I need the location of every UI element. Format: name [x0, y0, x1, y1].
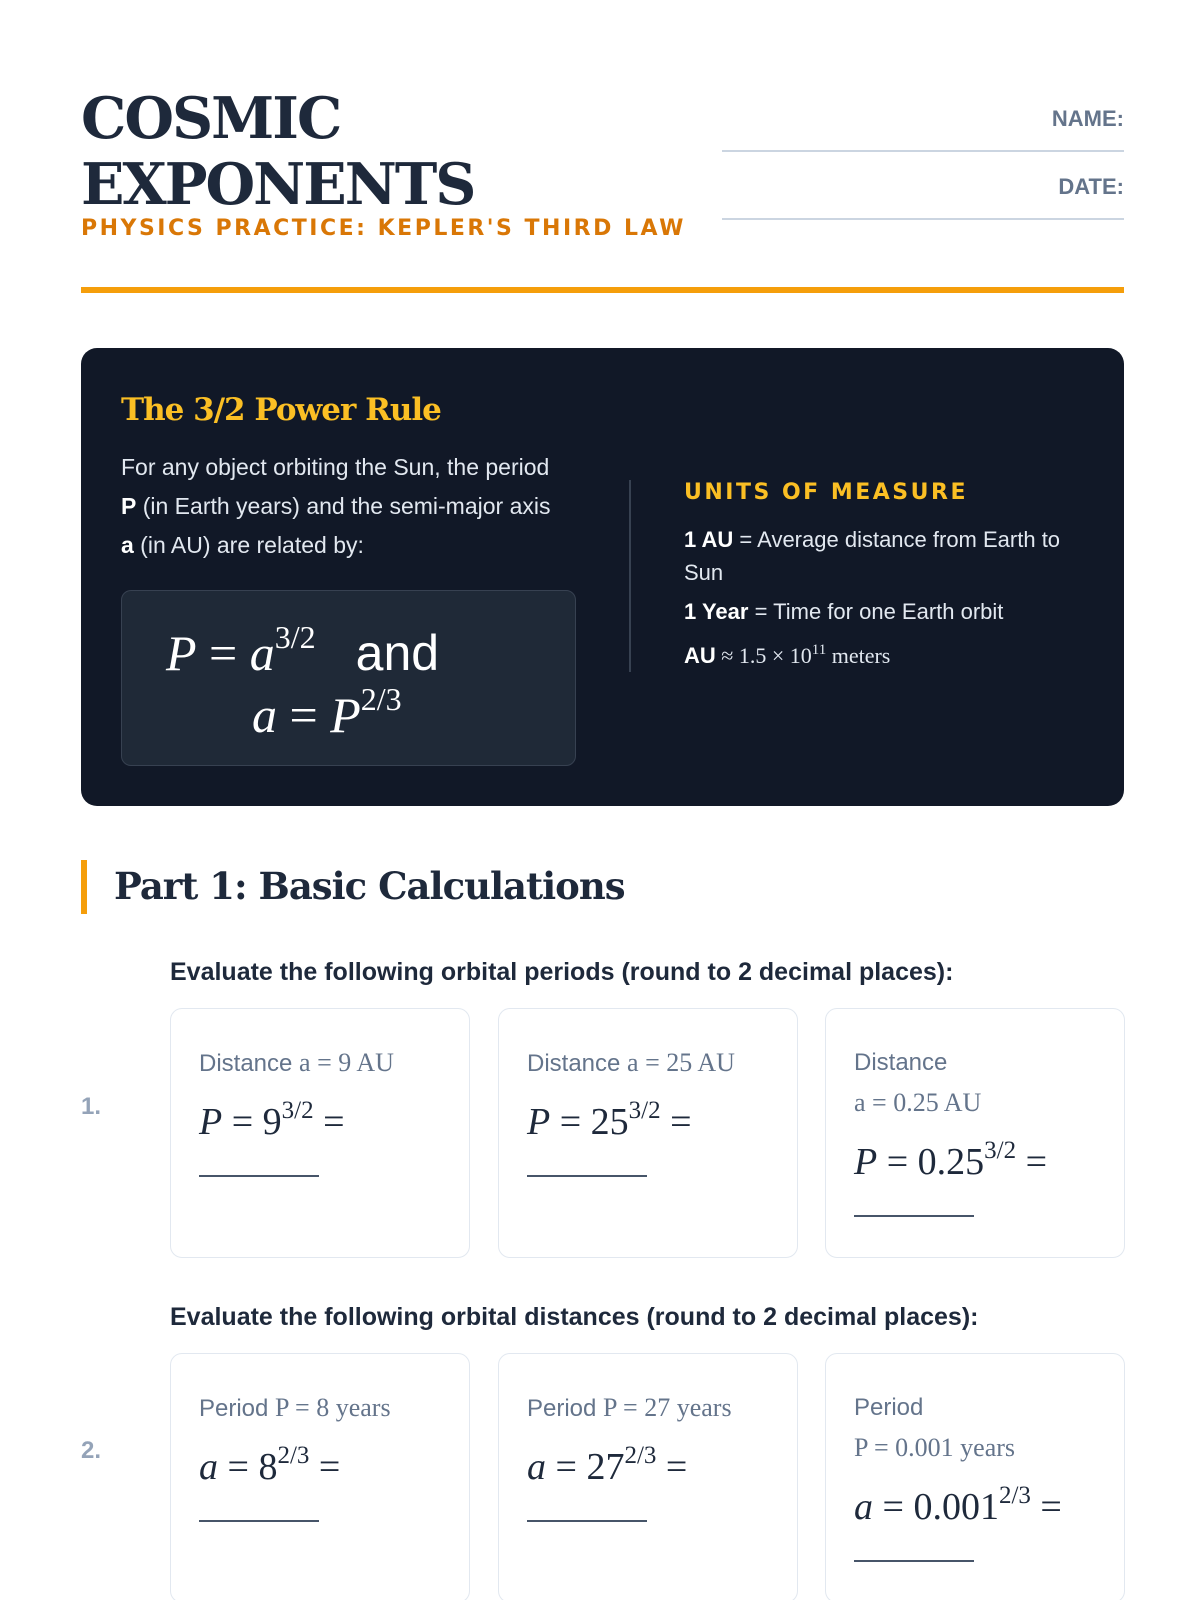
card-equation	[527, 1442, 687, 1489]
unit-au	[684, 523, 1084, 589]
unit-au-approx: ≈ 1.5 × 10	[715, 643, 812, 668]
eq-variable: P	[854, 1141, 878, 1183]
unit-year-term: 1 Year	[684, 599, 749, 624]
unit-au-definition: = Average distance from Earth to Sun	[684, 527, 1061, 585]
card-given	[199, 1388, 459, 1429]
instructions-distances: Evaluate the following orbital distances (round to 2 decimal places):	[170, 1303, 979, 1331]
question-number-1: 1.	[81, 1093, 102, 1120]
eq-equals: =	[231, 1101, 254, 1143]
card-label-text: Period	[527, 1395, 597, 1422]
card-given	[854, 1043, 1114, 1124]
eq-exponent: 3/2	[984, 1137, 1017, 1164]
power-rule-panel	[81, 348, 1124, 806]
unit-au-approx-term: AU	[684, 643, 716, 668]
unit-au-term: 1 AU	[684, 527, 734, 552]
formula-base-p: P	[330, 687, 361, 743]
unit-year	[684, 595, 1084, 628]
eq-equals-end: =	[323, 1101, 345, 1143]
card-given-value: P = 8 years	[275, 1393, 391, 1422]
card-label-text: Period	[199, 1395, 269, 1422]
eq-equals: =	[559, 1101, 582, 1143]
answer-blank[interactable]	[854, 1215, 974, 1217]
worksheet-header	[81, 86, 1124, 292]
eq-equals-end: =	[670, 1101, 692, 1143]
eq-variable: a	[854, 1486, 873, 1528]
name-field[interactable]	[722, 150, 1124, 152]
distance-card-2	[498, 1353, 798, 1600]
eq-equals: =	[882, 1486, 904, 1528]
name-label: NAME:	[1051, 106, 1124, 131]
formula-base-a: a	[249, 625, 275, 681]
formula-equals-1: =	[209, 625, 238, 681]
formula-period	[166, 619, 439, 682]
unit-au-exponent: 11	[811, 642, 827, 658]
card-given	[854, 1388, 1114, 1469]
period-card-2	[498, 1008, 798, 1258]
panel-intro	[121, 448, 561, 565]
instructions-periods: Evaluate the following orbital periods (round to 2 decimal places):	[170, 958, 954, 986]
worksheet-subtitle: PHYSICS PRACTICE: KEPLER'S THIRD LAW	[81, 216, 686, 241]
eq-base: 0.001	[913, 1486, 999, 1528]
formula-exponent-2: 2/3	[360, 681, 402, 717]
card-equation	[527, 1097, 692, 1144]
formula-distance	[252, 681, 402, 744]
header-divider	[81, 287, 1124, 293]
eq-exponent: 2/3	[998, 1482, 1031, 1509]
card-given-value: P = 0.001 years	[854, 1433, 1016, 1462]
unit-au-meters	[684, 634, 1084, 672]
formula-equals-2: =	[289, 687, 318, 743]
answer-blank[interactable]	[854, 1560, 974, 1562]
intro-var-p: P	[121, 493, 137, 519]
eq-exponent: 3/2	[281, 1097, 314, 1124]
eq-equals-end: =	[1040, 1486, 1062, 1528]
title-line-2: EXPONENTS	[81, 151, 475, 218]
formula-exponent-1: 3/2	[274, 619, 316, 655]
unit-au-unit: meters	[826, 643, 891, 668]
card-equation	[199, 1097, 345, 1144]
card-given	[199, 1043, 459, 1084]
eq-equals: =	[227, 1446, 249, 1488]
eq-equals: =	[555, 1446, 577, 1488]
eq-exponent: 2/3	[624, 1442, 657, 1469]
card-label-text: Distance	[199, 1050, 293, 1077]
card-given	[527, 1388, 787, 1429]
section-title: Part 1: Basic Calculations	[114, 864, 625, 908]
eq-base: 27	[586, 1446, 625, 1488]
card-given-value: a = 0.25 AU	[854, 1088, 982, 1117]
card-equation	[199, 1442, 340, 1489]
question-number-2: 2.	[81, 1437, 102, 1464]
eq-base: 9	[262, 1101, 282, 1143]
intro-text-2: (in Earth years) and the semi-major axis	[136, 493, 551, 519]
eq-equals: =	[886, 1141, 909, 1183]
card-equation	[854, 1482, 1062, 1529]
intro-var-a: a	[121, 532, 134, 558]
card-given-value: a = 25 AU	[627, 1048, 735, 1077]
title-line-1: COSMIC	[81, 85, 341, 152]
card-given-value: a = 9 AU	[299, 1048, 394, 1077]
answer-blank[interactable]	[199, 1520, 319, 1522]
units-title: UNITS OF MEASURE	[684, 480, 968, 505]
distance-card-1	[170, 1353, 470, 1600]
formula-lhs-a: a	[252, 687, 277, 743]
eq-equals-end: =	[1025, 1141, 1048, 1183]
intro-text-1: For any object orbiting the Sun, the period	[121, 454, 550, 480]
panel-title: The 3/2 Power Rule	[121, 392, 441, 428]
eq-equals-end: =	[665, 1446, 688, 1488]
card-label-text: Period	[854, 1394, 924, 1421]
intro-text-3: (in AU) are related by:	[133, 532, 364, 558]
card-given	[527, 1043, 787, 1084]
card-equation	[854, 1137, 1047, 1184]
section-accent-bar	[81, 860, 87, 914]
eq-base: 25	[590, 1101, 629, 1143]
distance-card-3	[825, 1353, 1125, 1600]
card-label-text: Distance	[527, 1050, 621, 1077]
eq-exponent: 2/3	[277, 1442, 310, 1469]
eq-base: 8	[258, 1446, 278, 1488]
period-card-1	[170, 1008, 470, 1258]
formula-box	[121, 590, 576, 766]
eq-variable: P	[527, 1101, 551, 1143]
eq-variable: P	[199, 1101, 223, 1143]
card-given-value: P = 27 years	[603, 1393, 732, 1422]
unit-year-definition: = Time for one Earth orbit	[748, 599, 1004, 624]
answer-blank[interactable]	[527, 1520, 647, 1522]
student-fields	[722, 106, 1124, 220]
units-of-measure	[684, 480, 1084, 672]
card-label-text: Distance	[854, 1049, 948, 1076]
answer-blank[interactable]	[527, 1175, 647, 1177]
eq-variable: a	[199, 1446, 218, 1488]
panel-divider	[629, 480, 631, 672]
formula-and: and	[355, 625, 440, 681]
period-card-3	[825, 1008, 1125, 1258]
eq-exponent: 3/2	[628, 1097, 661, 1124]
date-label: DATE:	[1058, 174, 1124, 199]
answer-blank[interactable]	[199, 1175, 319, 1177]
formula-lhs-p: P	[166, 625, 197, 681]
date-field[interactable]	[722, 218, 1124, 220]
eq-base: 0.25	[917, 1141, 985, 1183]
eq-variable: a	[527, 1446, 546, 1488]
eq-equals-end: =	[318, 1446, 341, 1488]
